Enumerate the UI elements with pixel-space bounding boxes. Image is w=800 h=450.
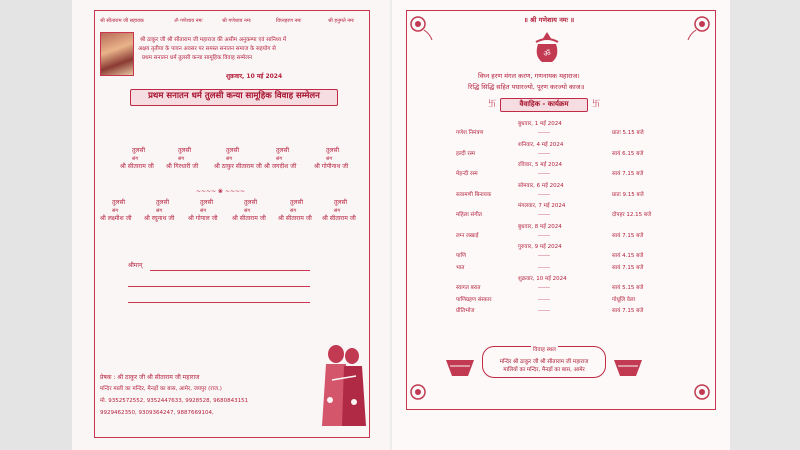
- intro-line-2: अक्षय तृतीया के पावन अवसर पर समस्त सनातन समाज के सहयोग से: [138, 46, 276, 52]
- schedule-event: पाणि: [456, 253, 466, 259]
- bride-name: तुलसी: [112, 199, 126, 206]
- schedule-dash: ------: [538, 296, 550, 303]
- venue-line-1: मन्दिर श्री ठाकुर जी श्री सीताराम जी महाराज: [499, 359, 589, 365]
- groom-name: श्री गोपीनाथ जी: [314, 163, 349, 170]
- bride-name: तुलसी: [334, 199, 348, 206]
- sang-text: संग: [156, 208, 163, 214]
- schedule-time: सायं 7.15 बजे: [612, 264, 644, 271]
- sang-text: संग: [226, 156, 233, 162]
- schedule-event: महिला संगीत: [456, 212, 482, 218]
- bride-name: तुलसी: [276, 147, 290, 154]
- schedule-time: सायं 7.15 बजे: [612, 232, 644, 239]
- event-date: शुक्रवार, 10 मई 2024: [226, 73, 283, 80]
- bride-name: तुलसी: [244, 199, 258, 206]
- intro-line-3: प्रथम सनातन धर्म तुलसी कन्या सामूहिक विवाह सम्मेलन: [142, 55, 253, 61]
- schedule-event: प्रीतिभोज: [456, 308, 475, 314]
- bride-name: तुलसी: [178, 147, 192, 154]
- groom-name: श्री जगदीश जी: [264, 163, 297, 170]
- sang-text: संग: [132, 156, 139, 162]
- schedule-day: मंगलवार, 7 मई 2024: [518, 203, 566, 209]
- sender-address: मन्दिर माली का मन्दिर, मैनड़ों का बास, आमेर, जयपुर (राज.): [100, 386, 222, 392]
- background-left: [0, 0, 72, 450]
- svg-text:ॐ: ॐ: [543, 49, 551, 58]
- address-line-2: [128, 286, 310, 287]
- sang-text: संग: [276, 156, 283, 162]
- sang-text: संग: [290, 208, 297, 214]
- schedule-dash: ------: [538, 253, 550, 259]
- groom-name: श्री गिरधारी जी: [166, 163, 199, 170]
- groom-name: श्री रघुनाथ जी: [144, 215, 175, 222]
- schedule-day: शुक्रवार, 10 मई 2024: [518, 276, 567, 282]
- swastik-icon: 卐: [488, 99, 496, 108]
- address-line-1: [150, 270, 310, 271]
- bride-name: तुलसी: [132, 147, 146, 154]
- groom-name: श्री लक्ष्मीश जी: [100, 215, 132, 222]
- schedule-event: लग्न लखाई: [456, 232, 479, 239]
- schedule-dash: ------: [538, 308, 550, 314]
- address-line-3: [128, 302, 310, 303]
- kalash-pot-icon: [444, 354, 476, 380]
- schedule-dash: ------: [538, 191, 550, 198]
- schedule-time: सायं 4.15 बजे: [612, 253, 644, 259]
- deity-photo: [100, 32, 134, 76]
- schedule-day: गुरुवार, 9 मई 2024: [518, 244, 562, 250]
- sender-line: प्रेषक : श्री ठाकुर जी श्री सीताराम जी महाराज: [100, 374, 200, 381]
- shloka-line-1: विघ्न हरण मंगल करण, गणनायक महाराज।: [478, 72, 580, 80]
- groom-name: श्री सीताराम जी: [322, 215, 356, 222]
- venue-label: विवाह स्थल: [533, 347, 556, 353]
- bride-name: तुलसी: [156, 199, 170, 206]
- schedule-dash: ------: [538, 150, 550, 157]
- flower-ornament-icon: [686, 14, 712, 40]
- flower-ornament-icon: [408, 14, 434, 40]
- bride-name: तुलसी: [200, 199, 214, 206]
- schedule-event: भात: [456, 264, 465, 271]
- schedule-event: पाणिग्रहण संस्कार: [456, 296, 492, 303]
- shloka-line-2: रिद्धि सिद्धि सहित पधारज्यो, पूरण करज्यो काज॥: [468, 83, 585, 91]
- groom-name: श्री गोपाल जी: [188, 215, 218, 222]
- sang-text: संग: [112, 208, 119, 214]
- blessing-text: श्री हनुमते नमः: [328, 18, 355, 24]
- sang-text: संग: [200, 208, 207, 214]
- blessing-text: श्री गणेशाय नमः: [222, 18, 251, 24]
- event-banner: प्रथम सनातन धर्म तुलसी कन्या सामूहिक विवाह सम्मेलन: [130, 89, 338, 106]
- bride-name: तुलसी: [326, 147, 340, 154]
- schedule-dash: ------: [538, 212, 550, 218]
- sender-phones-2: 9929462350, 9309364247, 9887669104,: [100, 410, 214, 416]
- schedule-time: प्रातः 9.15 बजे: [612, 191, 644, 198]
- shriman-label: श्रीमान्: [128, 262, 143, 269]
- intro-line-1: श्री ठाकुर जी श्री सीताराम जी महाराज की असीम अनुकम्पा एवं सानिध्य में: [140, 37, 287, 43]
- schedule-day: सोमवार, 6 मई 2024: [518, 182, 564, 189]
- schedule-day: शनिवार, 4 मई 2024: [518, 141, 564, 148]
- schedule-event: हल्दी रस्म: [456, 150, 476, 157]
- schedule-event: स्वागत बरात: [456, 285, 481, 291]
- groom-name: श्री सीताराम जी: [120, 163, 154, 170]
- schedule-day: रविवार, 5 मई 2024: [518, 162, 562, 168]
- blessing-text: ॐ गणेशाय नमः: [174, 18, 203, 24]
- schedule-time: प्रातः 5.15 बजे: [612, 130, 644, 136]
- divider-ornament: ~~~~ ❀ ~~~~: [196, 188, 246, 195]
- schedule-time: सायं 6.15 बजे: [612, 150, 644, 157]
- program-banner: वैवाहिक - कार्यक्रम: [500, 98, 588, 112]
- schedule-time: सायं 5.15 बजे: [612, 285, 644, 291]
- swastik-icon: 卐: [592, 99, 600, 108]
- sang-text: संग: [326, 156, 333, 162]
- schedule-event: गणेश निमंत्रण: [456, 130, 484, 136]
- schedule-day: बुधवार, 8 मई 2024: [518, 223, 562, 230]
- ganesh-salutation: ॥ श्री गणेशाय नमः ॥: [524, 16, 575, 24]
- groom-name: श्री ठाकुर सीताराम जी: [214, 163, 262, 170]
- kalash-icon: [530, 30, 564, 66]
- kalash-pot-icon: [612, 354, 644, 380]
- flower-ornament-icon: [686, 376, 712, 402]
- schedule-time: गोधूलि वेला: [612, 296, 636, 303]
- bride-name: तुलसी: [290, 199, 304, 206]
- sang-text: संग: [334, 208, 341, 214]
- blessing-text: श्री सीताराम जी सहायक: [100, 18, 144, 24]
- schedule-day: बुधवार, 1 मई 2024: [518, 121, 562, 127]
- schedule-dash: ------: [538, 285, 550, 291]
- sang-text: संग: [178, 156, 185, 162]
- flower-ornament-icon: [408, 376, 434, 402]
- groom-name: श्री सीताराम जी: [232, 215, 266, 222]
- schedule-dash: ------: [538, 264, 550, 271]
- schedule-time: सायं 7.15 बजे: [612, 308, 644, 314]
- bride-name: तुलसी: [226, 147, 240, 154]
- schedule-time: दोपहर 12.15 बजे: [612, 212, 652, 218]
- schedule-time: सायं 7.15 बजे: [612, 171, 644, 177]
- blessing-text: विघ्नहरण नमः: [276, 18, 302, 24]
- schedule-event: मेहन्दी रस्म: [456, 171, 478, 177]
- sender-phones-1: मो. 9352572552, 9352447633, 9928528, 9680843151: [100, 398, 249, 404]
- schedule-event: सवामणी बिनायक: [456, 191, 492, 198]
- sang-text: संग: [244, 208, 251, 214]
- schedule-dash: ------: [538, 171, 550, 177]
- venue-line-2: मालियों का मन्दिर, मैनड़ों का बास, आमेर: [503, 367, 585, 373]
- groom-name: श्री सीताराम जी: [278, 215, 312, 222]
- schedule-dash: ------: [538, 232, 550, 239]
- radha-krishna-illustration: [318, 340, 370, 432]
- background-right: [730, 0, 800, 450]
- schedule-dash: ------: [538, 130, 550, 136]
